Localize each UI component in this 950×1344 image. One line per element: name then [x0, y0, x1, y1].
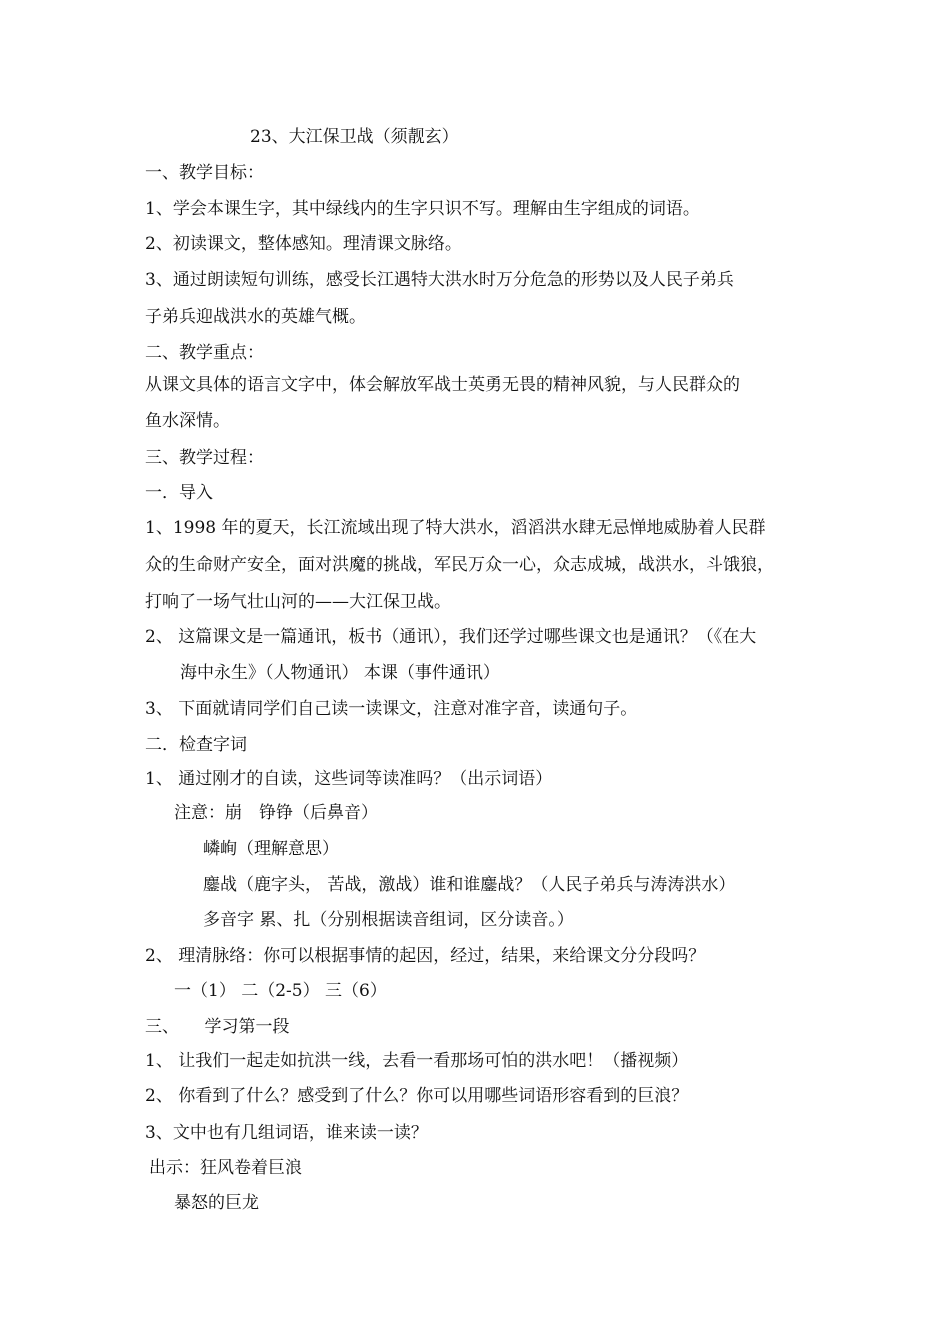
objective-item-3: 3、通过朗读短句训练，感受长江遇特大洪水时万分危急的形势以及人民子弟兵 [145, 270, 734, 290]
section-heading-process: 三、教学过程： [145, 448, 264, 468]
first-section-item-1: 1、 让我们一起走如抗洪一线，去看一看那场可怕的洪水吧！（播视频） [145, 1051, 689, 1071]
intro-item-1: 1、1998 年的夏天，长江流域出现了特大洪水，滔滔洪水肆无忌惮地威胁着人民群 [145, 518, 766, 538]
subsection-first-section: 三、 学习第一段 [145, 1017, 290, 1037]
first-section-item-3: 3、文中也有几组词语，谁来读一读？ [145, 1123, 428, 1143]
words-item-1: 1、 通过刚才的自读，这些词等读准吗？（出示词语） [145, 769, 553, 789]
display-line-1: 出示：狂风卷着巨浪 [149, 1158, 302, 1178]
intro-item-1-cont2: 打响了一场气壮山河的——大江保卫战。 [145, 592, 451, 612]
objective-item-2: 2、初读课文，整体感知。理清课文脉络。 [145, 234, 462, 254]
focus-text: 从课文具体的语言文字中，体会解放军战士英勇无畏的精神风貌，与人民群众的 [145, 375, 740, 395]
section-heading-focus: 二、教学重点： [145, 343, 264, 363]
intro-item-2: 2、 这篇课文是一篇通讯，板书（通讯），我们还学过哪些课文也是通讯？（《在大 [145, 627, 757, 647]
objective-item-1: 1、学会本课生字，其中绿线内的生字只识不写。理解由生字组成的词语。 [145, 199, 700, 219]
words-note: 注意：崩 铮铮（后鼻音） [174, 803, 378, 823]
paragraph-division: 一（1） 二（2-5） 三（6） [174, 981, 387, 1001]
subsection-words: 二．检查字词 [145, 735, 247, 755]
words-note-line-3: 鏖战（鹿字头， 苦战，激战）谁和谁鏖战？（人民子弟兵与涛涛洪水） [203, 875, 736, 895]
objective-item-3-cont: 子弟兵迎战洪水的英雄气概。 [145, 307, 366, 327]
intro-item-2-cont: 海中永生》（人物通讯） 本课（事件通讯） [180, 663, 500, 683]
section-heading-objectives: 一、教学目标： [145, 163, 264, 183]
subsection-intro: 一．导入 [145, 483, 213, 503]
document-title: 23、大江保卫战（须靓玄） [250, 127, 459, 147]
first-section-item-2: 2、 你看到了什么？感受到了什么？你可以用哪些词语形容看到的巨浪？ [145, 1086, 689, 1106]
focus-text-cont: 鱼水深情。 [145, 411, 230, 431]
intro-item-1-cont: 众的生命财产安全，面对洪魔的挑战，军民万众一心，众志成城，战洪水，斗饿狼， [145, 555, 774, 575]
display-line-2: 暴怒的巨龙 [174, 1193, 259, 1213]
words-note-line-4: 多音字 累、扎（分别根据读音组词，区分读音。） [203, 910, 574, 930]
words-note-line-2: 嶙峋（理解意思） [203, 839, 339, 859]
intro-item-3: 3、 下面就请同学们自己读一读课文，注意对准字音，读通句子。 [145, 699, 638, 719]
words-item-2: 2、 理清脉络：你可以根据事情的起因，经过，结果，来给课文分分段吗？ [145, 946, 706, 966]
